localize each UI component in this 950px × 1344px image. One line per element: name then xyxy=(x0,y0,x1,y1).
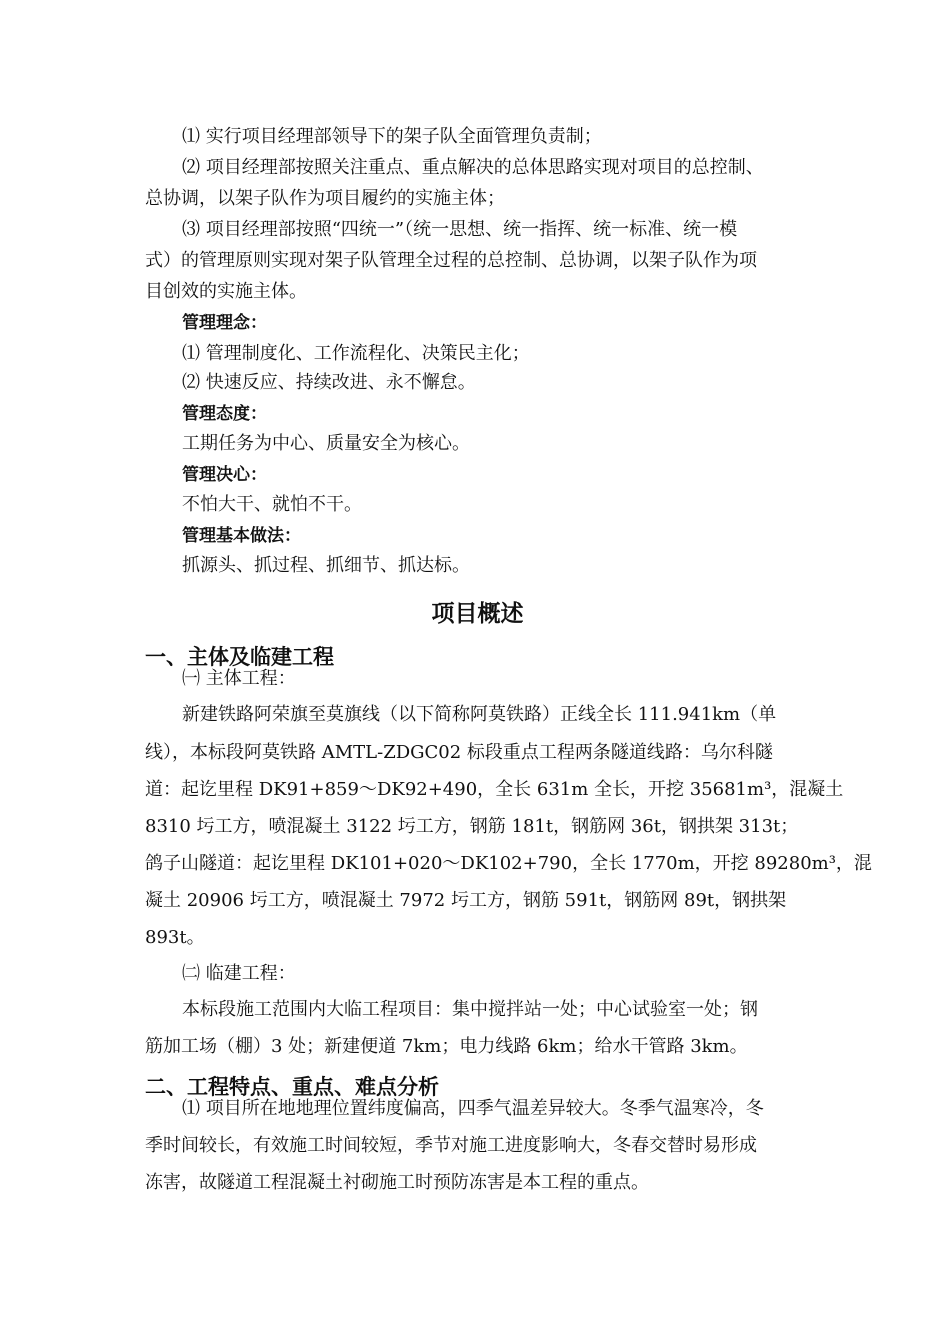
intro-item-2-cont: 总协调，以架子队作为项目履约的实施主体； xyxy=(145,188,505,209)
section1-body1-line5: 鸽子山隧道：起讫里程 DK101+020～DK102+790，全长 1770m，开挖 89280m³，混 xyxy=(145,853,872,874)
section1-body1-line3: 道：起讫里程 DK91+859～DK92+490，全长 631m 全长，开挖 35681m³，混凝土 xyxy=(145,779,844,800)
section1-body1-line1: 新建铁路阿荣旗至莫旗线（以下简称阿莫铁路）正线全长 111.941km（单 xyxy=(182,704,777,725)
resolve-text: 不怕大干、就怕不干。 xyxy=(182,494,362,515)
section2-body-line3: 冻害，故隧道工程混凝土衬砌施工时预防冻害是本工程的重点。 xyxy=(145,1172,649,1193)
section1-body1-line6: 凝土 20906 圬工方，喷混凝土 7972 圬工方，钢筋 591t，钢筋网 89t，钢拱架 xyxy=(145,890,787,911)
section1-body2-line2: 筋加工场（棚）3 处；新建便道 7km；电力线路 6km；给水干管路 3km。 xyxy=(145,1036,748,1057)
method-heading: 管理基本做法： xyxy=(182,526,301,546)
intro-item-2: ⑵ 项目经理部按照关注重点、重点解决的总体思路实现对项目的总控制、 xyxy=(182,157,764,178)
section1-body1-line2: 线），本标段阿莫铁路 AMTL-ZDGC02 标段重点工程两条隧道线路：乌尔科隧 xyxy=(145,742,773,763)
section2-body-line1: ⑴ 项目所在地地理位置纬度偏高，四季气温差异较大。冬季气温寒冷，冬 xyxy=(182,1098,764,1119)
intro-item-3-end: 目创效的实施主体。 xyxy=(145,281,307,302)
attitude-heading: 管理态度： xyxy=(182,404,267,424)
philosophy-item-1: ⑴ 管理制度化、工作流程化、决策民主化； xyxy=(182,343,530,364)
section2-heading: 二、工程特点、重点、难点分析 xyxy=(145,1075,439,1099)
section1-body2-line1: 本标段施工范围内大临工程项目：集中搅拌站一处；中心试验室一处；钢 xyxy=(182,999,758,1020)
section1-sub1: ㈠ 主体工程： xyxy=(182,668,296,689)
section1-body1-line7: 893t。 xyxy=(145,927,205,948)
intro-item-1: ⑴ 实行项目经理部领导下的架子队全面管理负责制； xyxy=(182,126,602,147)
method-text: 抓源头、抓过程、抓细节、抓达标。 xyxy=(182,555,470,576)
attitude-text: 工期任务为中心、质量安全为核心。 xyxy=(182,433,470,454)
philosophy-item-2: ⑵ 快速反应、持续改进、永不懈怠。 xyxy=(182,372,476,393)
section2-body-line2: 季时间较长，有效施工时间较短，季节对施工进度影响大，冬春交替时易形成 xyxy=(145,1135,757,1156)
resolve-heading: 管理决心： xyxy=(182,465,267,485)
section1-heading: 一、主体及临建工程 xyxy=(145,645,334,669)
intro-item-3-cont: 式）的管理原则实现对架子队管理全过程的总控制、总协调，以架子队作为项 xyxy=(145,250,757,271)
philosophy-heading: 管理理念： xyxy=(182,313,267,333)
section1-sub2: ㈡ 临建工程： xyxy=(182,963,296,984)
overview-title: 项目概述 xyxy=(431,601,524,627)
intro-item-3: ⑶ 项目经理部按照“四统一”（统一思想、统一指挥、统一标准、统一模 xyxy=(182,219,738,240)
section1-body1-line4: 8310 圬工方，喷混凝土 3122 圬工方，钢筋 181t，钢筋网 36t，钢拱架 313t； xyxy=(145,816,799,837)
